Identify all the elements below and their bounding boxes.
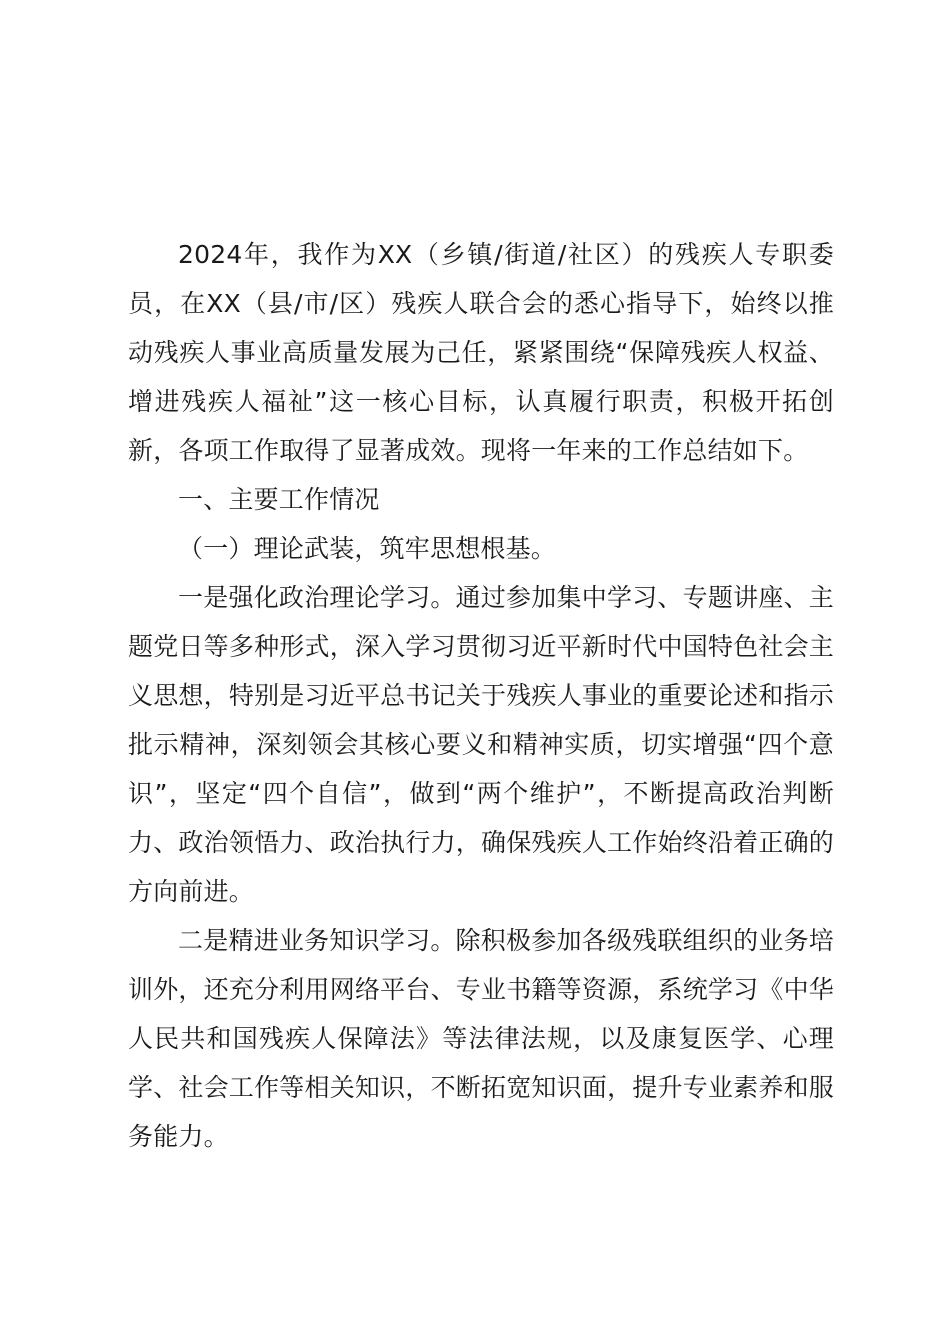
intro-paragraph: 2024年，我作为XX（乡镇/街道/社区）的残疾人专职委员，在XX（县/市/区）残疾人联合会的悉心指导下，始终以推动残疾人事业高质量发展为己任，紧紧围绕“保障残疾人权益、增进残疾人福祉”这一核心目标，认真履行职责，积极开拓创新，各项工作取得了显著成效。现将一年来的工作总结如下。 <box>128 240 834 465</box>
section-heading: 一、主要工作情况 <box>178 485 380 514</box>
subsection-heading: （一）理论武装，筑牢思想根基。 <box>178 534 557 563</box>
body-paragraph: 一是强化政治理论学习。通过参加集中学习、专题讲座、主题党日等多种形式，深入学习贯彻习近平新时代中国特色社会主义思想，特别是习近平总书记关于残疾人事业的重要论述和指示批示精神，深刻领会其核心要义和精神实质，切实增强“四个意识”，坚定“四个自信”，做到“两个维护”，不断提高政治判断力、政治领悟力、政治执行力，确保残疾人工作始终沿着正确的方向前进。 <box>128 583 834 906</box>
document-body <box>128 230 834 1161</box>
body-paragraph: 二是精进业务知识学习。除积极参加各级残联组织的业务培训外，还充分利用网络平台、专业书籍等资源，系统学习《中华人民共和国残疾人保障法》等法律法规，以及康复医学、心理学、社会工作等相关知识，不断拓宽知识面，提升专业素养和服务能力。 <box>128 926 834 1151</box>
